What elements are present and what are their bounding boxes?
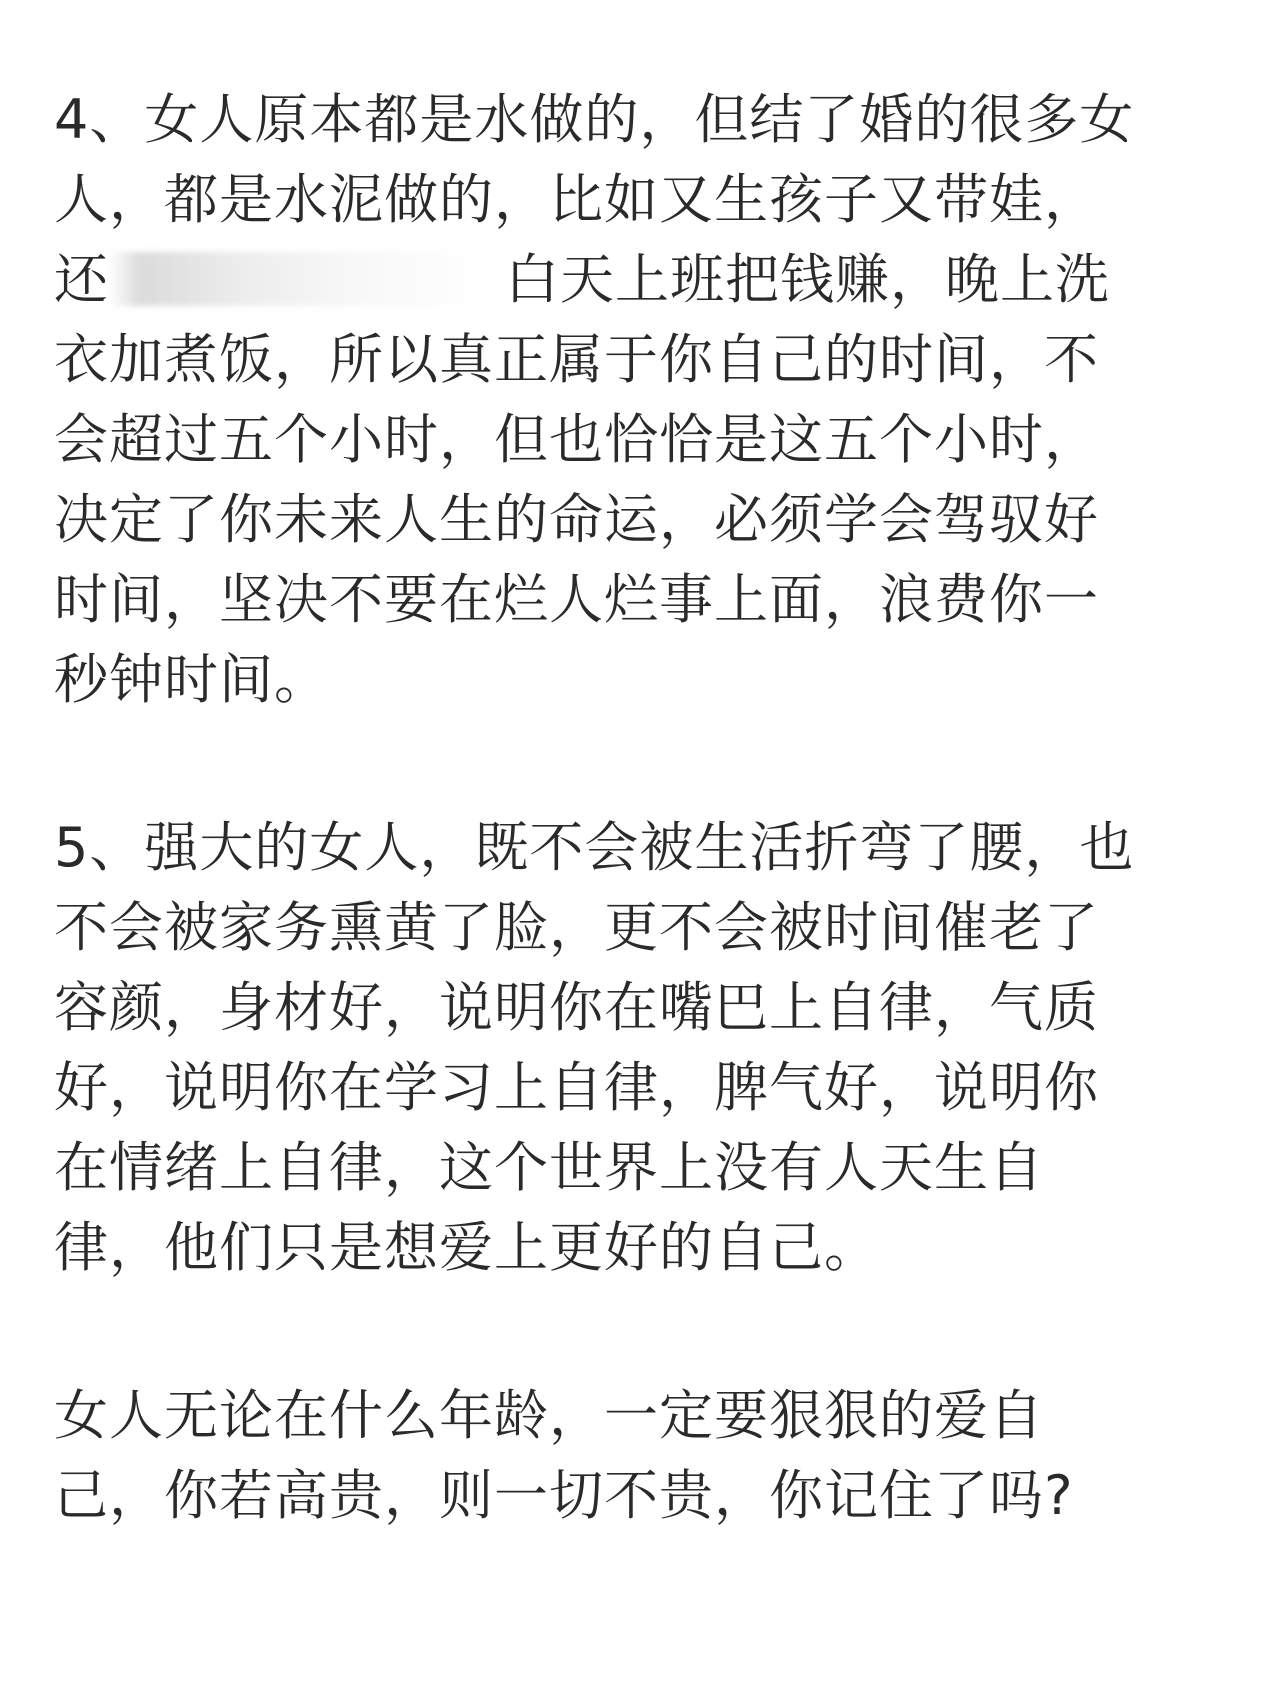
paragraph-4 bbox=[54, 80, 1244, 720]
redaction-blur bbox=[109, 252, 491, 306]
text-line: 好，说明你在学习上自律，脾气好，说明你 bbox=[54, 1056, 1099, 1119]
text-line: 秒钟时间。 bbox=[54, 648, 329, 711]
text-line: 己，你若高贵，则一切不贵，你记住了吗? bbox=[54, 1464, 1074, 1527]
paragraph-spacer bbox=[54, 1288, 1244, 1376]
text-line: 女人无论在什么年龄，一定要狠狠的爱自 bbox=[54, 1384, 1044, 1447]
text-fragment: 还 bbox=[54, 248, 109, 311]
text-line: 容颜，身材好，说明你在嘴巴上自律，气质 bbox=[54, 976, 1099, 1039]
text-line: 决定了你未来人生的命运，必须学会驾驭好 bbox=[54, 488, 1099, 551]
text-line: 4、女人原本都是水做的，但结了婚的很多女 bbox=[54, 88, 1135, 151]
text-line: 律，他们只是想爱上更好的自己。 bbox=[54, 1216, 879, 1279]
text-line: 会超过五个小时，但也恰恰是这五个小时， bbox=[54, 408, 1099, 471]
text-line: 时间，坚决不要在烂人烂事上面，浪费你一 bbox=[54, 568, 1099, 631]
text-line: 在情绪上自律，这个世界上没有人天生自 bbox=[54, 1136, 1044, 1199]
paragraph-5 bbox=[54, 808, 1244, 1288]
text-line: 衣加煮饭，所以真正属于你自己的时间，不 bbox=[54, 328, 1099, 391]
article-body bbox=[54, 80, 1244, 1536]
paragraph-spacer bbox=[54, 720, 1244, 808]
text-line: 不会被家务熏黄了脸，更不会被时间催老了 bbox=[54, 896, 1099, 959]
text-line: 5、强大的女人，既不会被生活折弯了腰，也 bbox=[54, 816, 1135, 879]
text-line: 人，都是水泥做的，比如又生孩子又带娃， bbox=[54, 168, 1099, 231]
text-fragment: 白天上班把钱赚，晚上洗 bbox=[505, 248, 1110, 311]
paragraph-closing bbox=[54, 1376, 1244, 1536]
text-line bbox=[54, 240, 1244, 320]
